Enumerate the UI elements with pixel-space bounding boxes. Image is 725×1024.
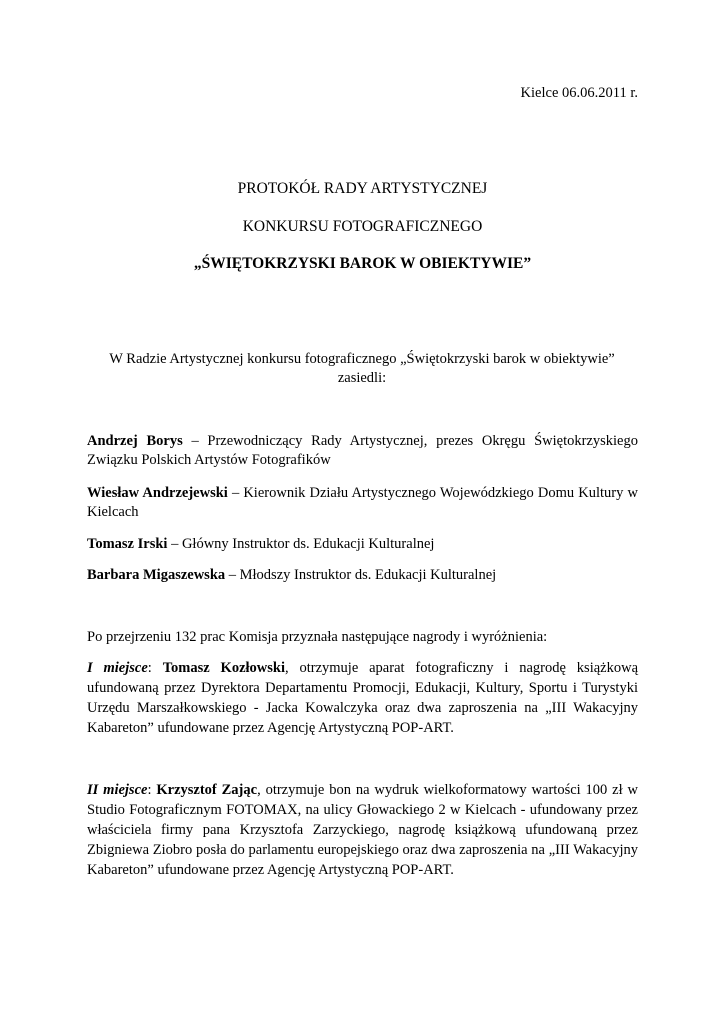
member-name: Wiesław Andrzejewski <box>87 485 228 501</box>
award-separator: : <box>147 782 157 798</box>
council-member <box>87 535 638 554</box>
member-name: Tomasz Irski <box>87 536 168 552</box>
document-date: Kielce 06.06.2011 r. <box>520 85 638 101</box>
member-role: – Przewodniczący Rady Artystycznej, prezes Okręgu Świętokrzyskiego Związku Polskich Artystów Fotografików <box>87 433 638 468</box>
council-member <box>87 566 638 585</box>
member-role: – Główny Instruktor ds. Edukacji Kulturalnej <box>167 536 435 552</box>
intro-paragraph: W Radzie Artystycznej konkursu fotograficznego „Świętokrzyski barok w obiektywie” zasiedli: <box>109 351 615 386</box>
award-place-label: I miejsce <box>87 660 148 676</box>
member-name: Barbara Migaszewska <box>87 567 226 583</box>
award-winner: Krzysztof Zając <box>156 782 258 798</box>
award-second-place <box>87 780 638 880</box>
member-role: – Kierownik Działu Artystycznego Wojewódzkiego Domu Kultury w Kielcach <box>87 485 638 520</box>
award-winner: Tomasz Kozłowski <box>162 660 285 676</box>
member-role: – Młodszy Instruktor ds. Edukacji Kulturalnej <box>225 567 497 583</box>
council-member <box>87 484 638 522</box>
council-member <box>87 432 638 470</box>
award-description: , otrzymuje aparat fotograficzny i nagrodę książkową ufundowaną przez Dyrektora Departamentu Promocji, Edukacji, Kultury, Sportu i Turystyki Urzędu Marszałkowskiego - Jacka Kowalczyka oraz dwa zaproszenia na „III Wakacyjny Kabareton” ufundowane przez Agencję Artystyczną POP-ART. <box>87 660 639 736</box>
award-place-label: II miejsce <box>87 782 148 798</box>
summary-paragraph: Po przejrzeniu 132 prac Komisja przyznała następujące nagrody i wyróżnienia: <box>87 629 548 645</box>
award-first-place <box>87 658 638 738</box>
title-line-2: KONKURSU FOTOGRAFICZNEGO <box>242 218 483 235</box>
award-description: , otrzymuje bon na wydruk wielkoformatowy wartości 100 zł w Studio Fotograficznym FOTOMAX, na ulicy Głowackiego 2 w Kielcach - ufundowany przez właściciela firmy pana Krzysztofa Zarzyckiego, nagrodę książkową ufundowaną przez Zbigniewa Ziobro posła do parlamentu europejskiego oraz dwa zaproszenia na „III Wakacyjny Kabareton” ufundowane przez Agencję Artystyczną POP-ART. <box>87 782 638 878</box>
title-line-1: PROTOKÓŁ RADY ARTYSTYCZNEJ <box>237 180 488 197</box>
award-separator: : <box>147 660 163 676</box>
title-line-3: „ŚWIĘTOKRZYSKI BAROK W OBIEKTYWIE” <box>193 255 532 272</box>
member-name: Andrzej Borys <box>87 433 183 449</box>
